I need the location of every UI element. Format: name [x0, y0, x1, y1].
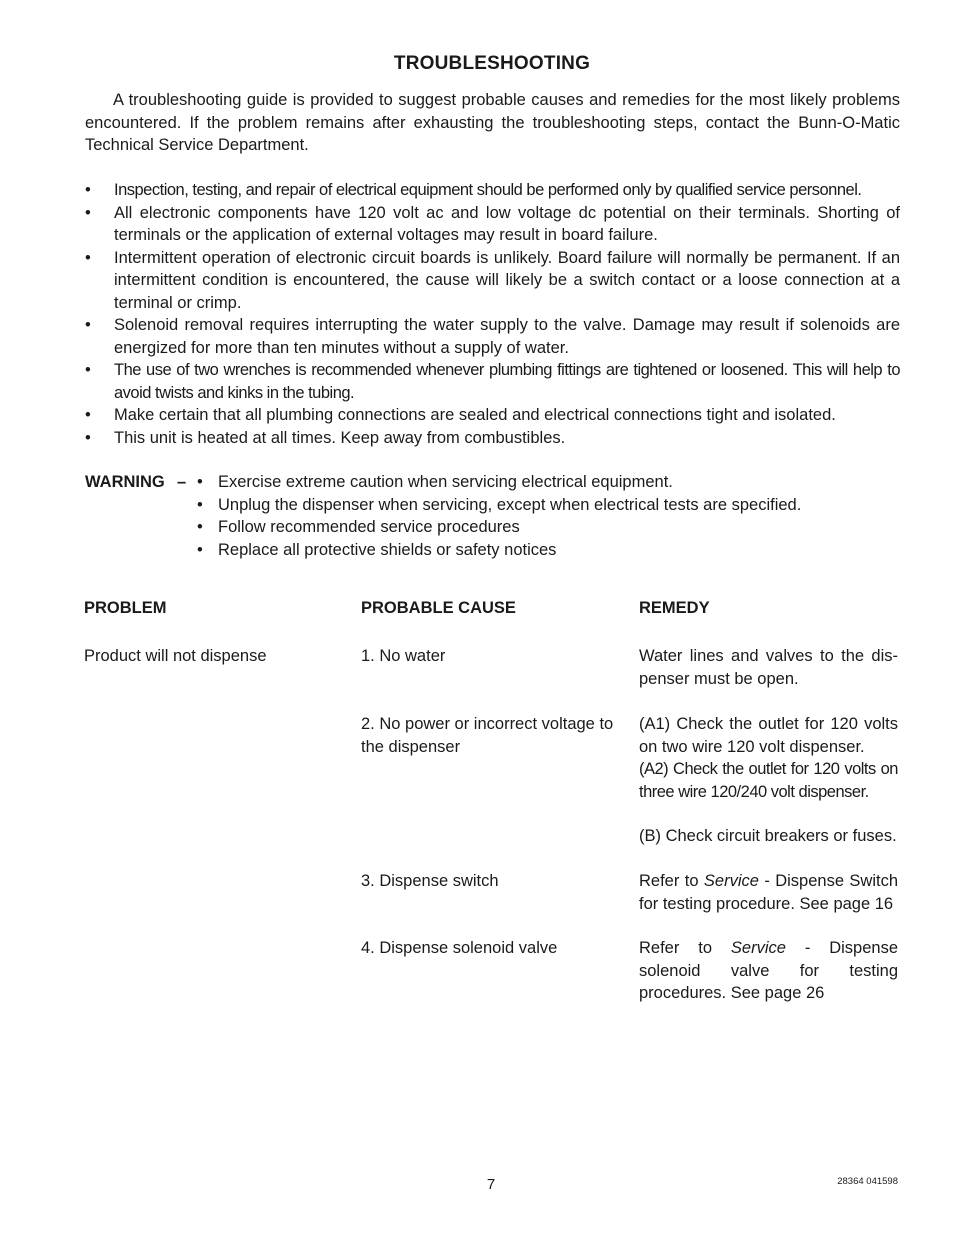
list-item-text: Intermittent operation of electronic circuit boards is unlikely. Board failure will normally be permanent. If an intermittent condition is encountered, the cause will likely be a switch contact or a loose connection at a terminal or crimp. — [114, 248, 900, 312]
remedy-text: - Dispense Switch for testing procedure. See page 16 — [639, 872, 898, 913]
list-item-text: The use of two wrenches is recommended whenever plumbing fittings are tightened or loosened. This will help to avoid twists and kinks in the tubing. — [114, 361, 900, 402]
remedy-a2: (A2) Check the outlet for 120 volts on three wire 120/240 volt dispenser. — [639, 760, 898, 801]
remedy-emphasis: Service — [730, 939, 786, 957]
bullet-icon: • — [197, 540, 203, 559]
list-item — [85, 404, 900, 427]
list-item — [197, 471, 897, 494]
list-item-text: All electronic components have 120 volt ac and low voltage dc potential on their terminals. Shorting of terminals or the application of external voltages may result in board failure. — [114, 203, 900, 244]
warning-item-text: Unplug the dispenser when servicing, except when electrical tests are specified. — [218, 495, 802, 514]
list-item — [85, 247, 900, 315]
list-item-text: Inspection, testing, and repair of electrical equipment should be performed only by qualified service personnel. — [114, 181, 862, 199]
bullet-icon: • — [85, 316, 91, 334]
list-item — [85, 179, 900, 202]
document-code: 28364 041598 — [837, 1176, 898, 1187]
warning-label: WARNING — [85, 473, 165, 491]
remedy-text: Refer to — [639, 939, 731, 957]
bullet-icon: • — [197, 518, 203, 536]
warning-item-text: Follow recommended service procedures — [218, 518, 520, 536]
remedy-text: Refer to — [639, 872, 704, 890]
remedy-a1: (A1) Check the outlet for 120 volts on two wire 120 volt dispenser. — [639, 715, 898, 756]
column-header-remedy: REMEDY — [639, 599, 710, 617]
page-number: 7 — [486, 1176, 496, 1193]
list-item-text: This unit is heated at all times. Keep away from combustibles. — [114, 428, 566, 447]
intro-text: A troubleshooting guide is provided to suggest probable causes and remedies for the most likely problems encountered. If the problem remains after exhausting the troubleshooting steps, contact the Bunn-O-Matic Technical Service Department. — [85, 91, 900, 154]
cause-cell: 4. Dispense solenoid valve — [361, 939, 558, 957]
remedy-b: (B) Check circuit breakers or fuses. — [639, 827, 897, 845]
problem-cell: Product will not dispense — [84, 647, 267, 665]
list-item — [85, 427, 900, 450]
cause-cell: 2. No power or incorrect voltage to the dispenser — [361, 715, 614, 756]
list-item — [197, 494, 897, 517]
warning-item-text: Exercise extreme caution when servicing electrical equipment. — [218, 473, 673, 491]
remedy-cell — [639, 713, 898, 803]
page-title: TROUBLESHOOTING — [393, 53, 591, 74]
column-header-cause: PROBABLE CAUSE — [361, 599, 516, 617]
remedy-cell — [639, 870, 898, 915]
intro-paragraph — [85, 89, 900, 157]
precautions-list — [85, 179, 900, 449]
bullet-icon: • — [85, 361, 91, 379]
bullet-icon: • — [85, 428, 91, 447]
list-item — [85, 314, 900, 359]
bullet-icon: • — [85, 181, 91, 199]
remedy-cell — [639, 937, 898, 1005]
warning-dash: – — [177, 473, 187, 491]
list-item-text: Solenoid removal requires interrupting the water supply to the valve. Damage may result if solenoids are energized for more than ten minutes without a supply of water. — [114, 316, 900, 357]
cause-cell: 3. Dispense switch — [361, 872, 499, 890]
bullet-icon: • — [85, 248, 91, 267]
warning-item-text: Replace all protective shields or safety notices — [218, 540, 557, 559]
bullet-icon: • — [85, 406, 91, 424]
list-item — [85, 202, 900, 247]
bullet-icon: • — [197, 473, 203, 491]
column-header-problem: PROBLEM — [84, 599, 167, 617]
remedy-emphasis: Service — [703, 872, 759, 890]
remedy-text: - Dispense solenoid valve for testing procedures. See page 26 — [639, 939, 899, 1002]
bullet-icon: • — [85, 203, 91, 222]
warning-list — [197, 471, 897, 561]
list-item — [85, 359, 900, 404]
list-item — [197, 516, 897, 539]
list-item — [197, 539, 897, 562]
remedy-cell: Water lines and valves to the dis-penser must be open. — [639, 647, 898, 688]
cause-cell: 1. No water — [361, 647, 446, 665]
list-item-text: Make certain that all plumbing connections are sealed and electrical connections tight and isolated. — [114, 406, 836, 424]
bullet-icon: • — [197, 495, 203, 514]
